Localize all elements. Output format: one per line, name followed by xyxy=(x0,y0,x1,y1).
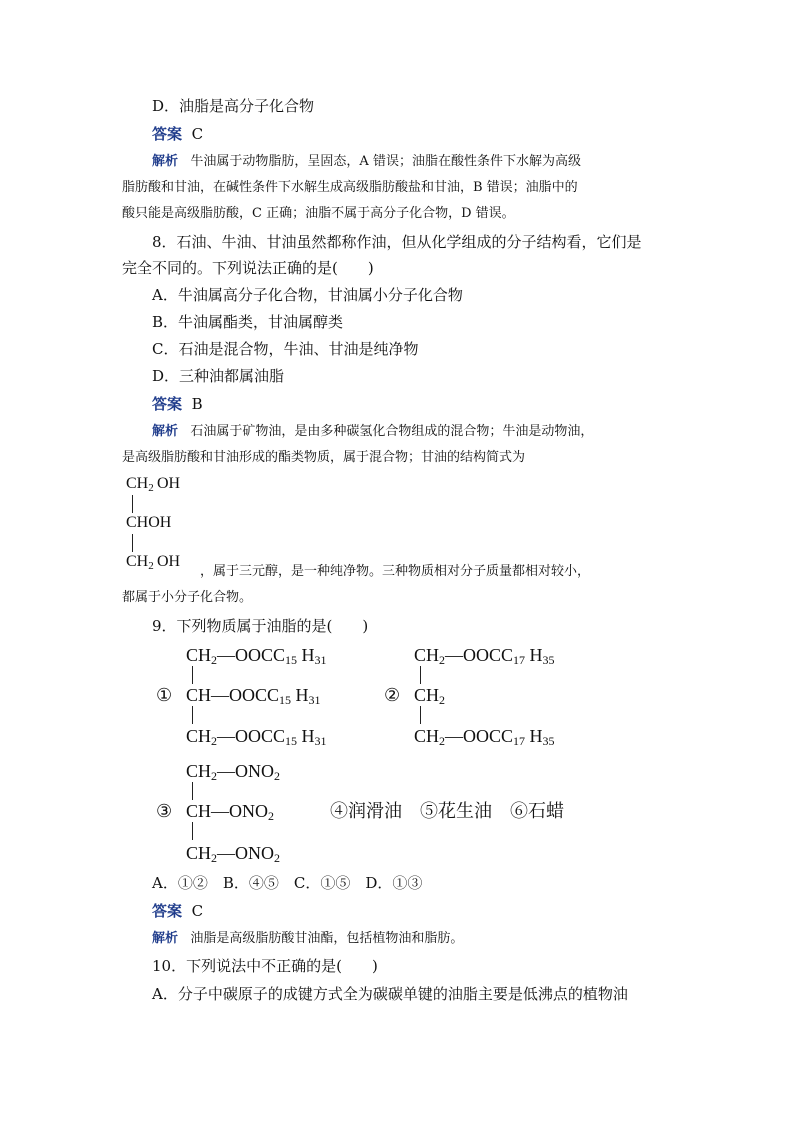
q8-option-d: D．三种油都属油脂 xyxy=(152,367,285,385)
bond-line xyxy=(192,822,193,840)
analysis-label: 解析 xyxy=(152,931,179,946)
s3-top: $CH_2—ONO_2$ xyxy=(186,761,281,783)
q7-analysis-3: 酸只能是高级脂肪酸，C 正确；油脂不属于高分子化合物，D 错误。 xyxy=(122,206,515,221)
s1-bottom: $CH_2—OOCC_{15}$ $H_{31}$ xyxy=(186,726,327,748)
glycerol-bottom: $CH_2$ OH xyxy=(126,553,181,572)
q7-analysis-2: 脂肪酸和甘油，在碱性条件下水解生成高级脂肪酸盐和甘油，B 错误；油脂中的 xyxy=(122,180,578,195)
q8-stem-2: 完全不同的。下列说法正确的是( ) xyxy=(122,259,374,277)
q9-answer xyxy=(152,901,203,921)
q8-analysis-3: ，属于三元醇，是一种纯净物。三种物质相对分子质量都相对较小， xyxy=(200,564,591,579)
s2-bottom: $CH_2—OOCC_{17}$ $H_{35}$ xyxy=(414,726,555,748)
s1-mid: $CH—OOCC_{15}$ $H_{31}$ xyxy=(186,685,321,707)
q8-stem-1: 8．石油、牛油、甘油虽然都称作油，但从化学组成的分子结构看，它们是 xyxy=(152,233,642,251)
q7-answer xyxy=(152,124,203,144)
glycerol-top: $CH_2$ OH xyxy=(126,475,181,494)
q8-option-b: B．牛油属酯类，甘油属醇类 xyxy=(152,313,344,331)
q10-stem: 10．下列说法中不正确的是( ) xyxy=(152,957,378,975)
q8-option-c: C．石油是混合物，牛油、甘油是纯净物 xyxy=(152,340,419,358)
q10-option-a: A．分子中碳原子的成键方式全为碳碳单键的油脂主要是低沸点的植物油 xyxy=(152,985,628,1003)
glycerol-mid: CHOH xyxy=(126,514,172,531)
s2-number: ② xyxy=(384,685,401,705)
analysis-text: 牛油属于动物脂肪，呈固态，A 错误；油脂在酸性条件下水解为高级 xyxy=(190,154,581,169)
q7-analysis-1 xyxy=(152,152,581,172)
q7-option-d: D．油脂是高分子化合物 xyxy=(152,97,315,115)
answer-label: 答案 xyxy=(152,395,183,413)
s1-top: $CH_2—OOCC_{15}$ $H_{31}$ xyxy=(186,645,327,667)
bond-line xyxy=(420,706,421,724)
s3-mid: $CH—ONO_2$ xyxy=(186,801,275,823)
analysis-text: 油脂是高级脂肪酸甘油酯，包括植物油和脂肪。 xyxy=(190,931,464,946)
answer-value: C xyxy=(191,902,204,920)
analysis-text: 石油属于矿物油，是由多种碳氢化合物组成的混合物；牛油是动物油， xyxy=(190,424,594,439)
s3-number: ③ xyxy=(156,801,173,821)
bond-line xyxy=(192,666,193,684)
q8-option-a: A．牛油属高分子化合物，甘油属小分子化合物 xyxy=(152,286,463,304)
s2-top: $CH_2—OOCC_{17}$ $H_{35}$ xyxy=(414,645,555,667)
bond-line xyxy=(192,706,193,724)
q8-analysis-2: 是高级脂肪酸和甘油形成的酯类物质，属于混合物；甘油的结构简式为 xyxy=(122,450,526,465)
bond-line xyxy=(132,495,133,513)
q8-analysis-4: 都属于小分子化合物。 xyxy=(122,590,253,605)
q9-other-substances: ④润滑油 ⑤花生油 ⑥石蜡 xyxy=(330,801,564,821)
q9-options: A．①② B．④⑤ C．①⑤ D．①③ xyxy=(152,874,423,892)
answer-value: B xyxy=(191,395,203,413)
q9-analysis-1 xyxy=(152,929,463,949)
s2-mid: $CH_2$ xyxy=(414,685,446,707)
q8-analysis-1 xyxy=(152,422,593,442)
answer-label: 答案 xyxy=(152,125,183,143)
answer-value: C xyxy=(191,125,204,143)
bond-line xyxy=(192,782,193,800)
q9-stem: 9．下列物质属于油脂的是( ) xyxy=(152,617,369,635)
answer-label: 答案 xyxy=(152,902,183,920)
q8-answer xyxy=(152,394,203,414)
bond-line xyxy=(420,666,421,684)
bond-line xyxy=(132,534,133,552)
s1-number: ① xyxy=(156,685,173,705)
s3-bottom: $CH_2—ONO_2$ xyxy=(186,843,281,865)
analysis-label: 解析 xyxy=(152,424,179,439)
analysis-label: 解析 xyxy=(152,154,179,169)
